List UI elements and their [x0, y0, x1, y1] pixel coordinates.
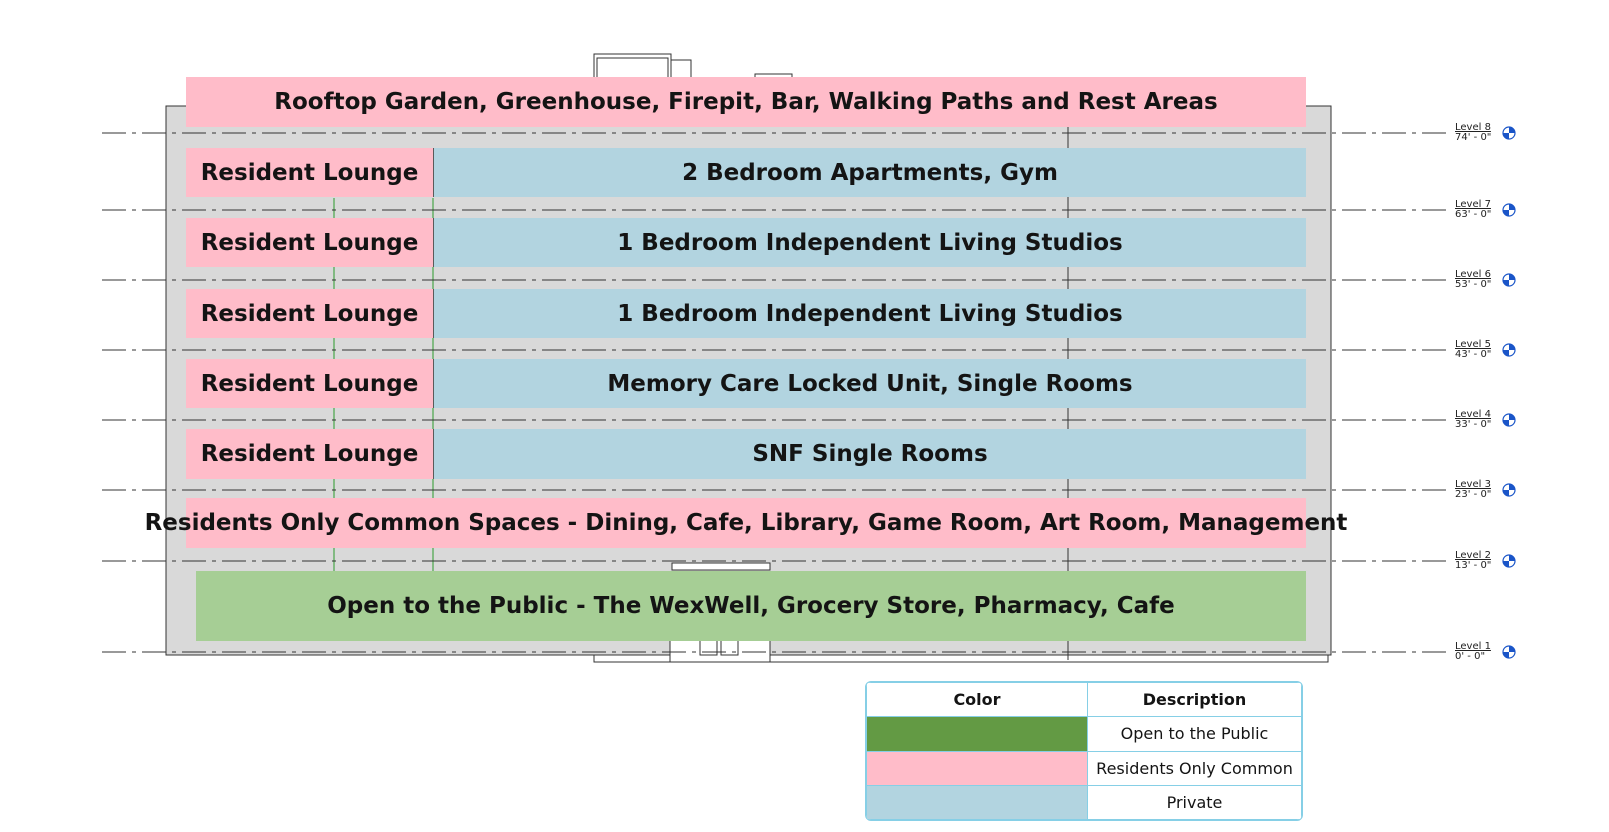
level-tag: [1455, 340, 1491, 360]
level-elevation: 74' - 0": [1455, 132, 1492, 143]
level-marker-icon: [1502, 645, 1516, 659]
level1-public-band: Open to the Public - The WexWell, Grocery Store, Pharmacy, Cafe: [196, 571, 1306, 641]
level-elevation: 53' - 0": [1455, 279, 1492, 290]
level-tag: [1455, 123, 1491, 143]
level-name: Level 6: [1455, 269, 1491, 280]
level-marker-icon: [1502, 343, 1516, 357]
level4-private-band: Memory Care Locked Unit, Single Rooms: [434, 359, 1306, 408]
level-name: Level 8: [1455, 122, 1491, 133]
level-marker-icon: [1502, 483, 1516, 497]
level3-lounge-band: Resident Lounge: [186, 429, 434, 479]
level-marker-icon: [1502, 554, 1516, 568]
level-name: Level 5: [1455, 339, 1491, 350]
level-name: Level 3: [1455, 479, 1491, 490]
legend-header-color: Color: [867, 683, 1088, 717]
level-tag: [1455, 270, 1491, 290]
level6-private-band: 1 Bedroom Independent Living Studios: [434, 218, 1306, 267]
legend: [865, 681, 1303, 821]
level-name: Level 7: [1455, 199, 1491, 210]
level5-lounge-band: Resident Lounge: [186, 289, 434, 338]
legend-table: [866, 682, 1302, 820]
legend-label-public: Open to the Public: [1088, 717, 1302, 751]
level-tag: [1455, 480, 1491, 500]
level3-private-band: SNF Single Rooms: [434, 429, 1306, 479]
legend-swatch-public: [867, 717, 1088, 751]
level7-lounge-band: Resident Lounge: [186, 148, 434, 197]
level-marker-icon: [1502, 273, 1516, 287]
level-tag: [1455, 200, 1491, 220]
level2-common-band: Residents Only Common Spaces - Dining, Cafe, Library, Game Room, Art Room, Management: [186, 498, 1306, 548]
legend-swatch-private: [867, 785, 1088, 819]
level-name: Level 1: [1455, 641, 1491, 652]
level-elevation: 13' - 0": [1455, 560, 1492, 571]
level4-lounge-band: Resident Lounge: [186, 359, 434, 408]
rooftop-band: Rooftop Garden, Greenhouse, Firepit, Bar, Walking Paths and Rest Areas: [186, 77, 1306, 127]
level-elevation: 43' - 0": [1455, 349, 1492, 360]
level-tag: [1455, 551, 1491, 571]
level-elevation: 33' - 0": [1455, 419, 1492, 430]
legend-label-residents-common: Residents Only Common: [1088, 751, 1302, 785]
level-marker-icon: [1502, 413, 1516, 427]
level-elevation: 23' - 0": [1455, 489, 1492, 500]
level-marker-icon: [1502, 203, 1516, 217]
level-marker-icon: [1502, 126, 1516, 140]
level-tag: [1455, 410, 1491, 430]
level-name: Level 2: [1455, 550, 1491, 561]
level-name: Level 4: [1455, 409, 1491, 420]
legend-header-description: Description: [1088, 683, 1302, 717]
level2-canopy: [672, 563, 770, 570]
level-elevation: 63' - 0": [1455, 209, 1492, 220]
level-elevation: 0' - 0": [1455, 651, 1486, 662]
level7-private-band: 2 Bedroom Apartments, Gym: [434, 148, 1306, 197]
level-tag: [1455, 642, 1491, 662]
level6-lounge-band: Resident Lounge: [186, 218, 434, 267]
level5-private-band: 1 Bedroom Independent Living Studios: [434, 289, 1306, 338]
legend-swatch-residents-common: [867, 751, 1088, 785]
legend-label-private: Private: [1088, 785, 1302, 819]
